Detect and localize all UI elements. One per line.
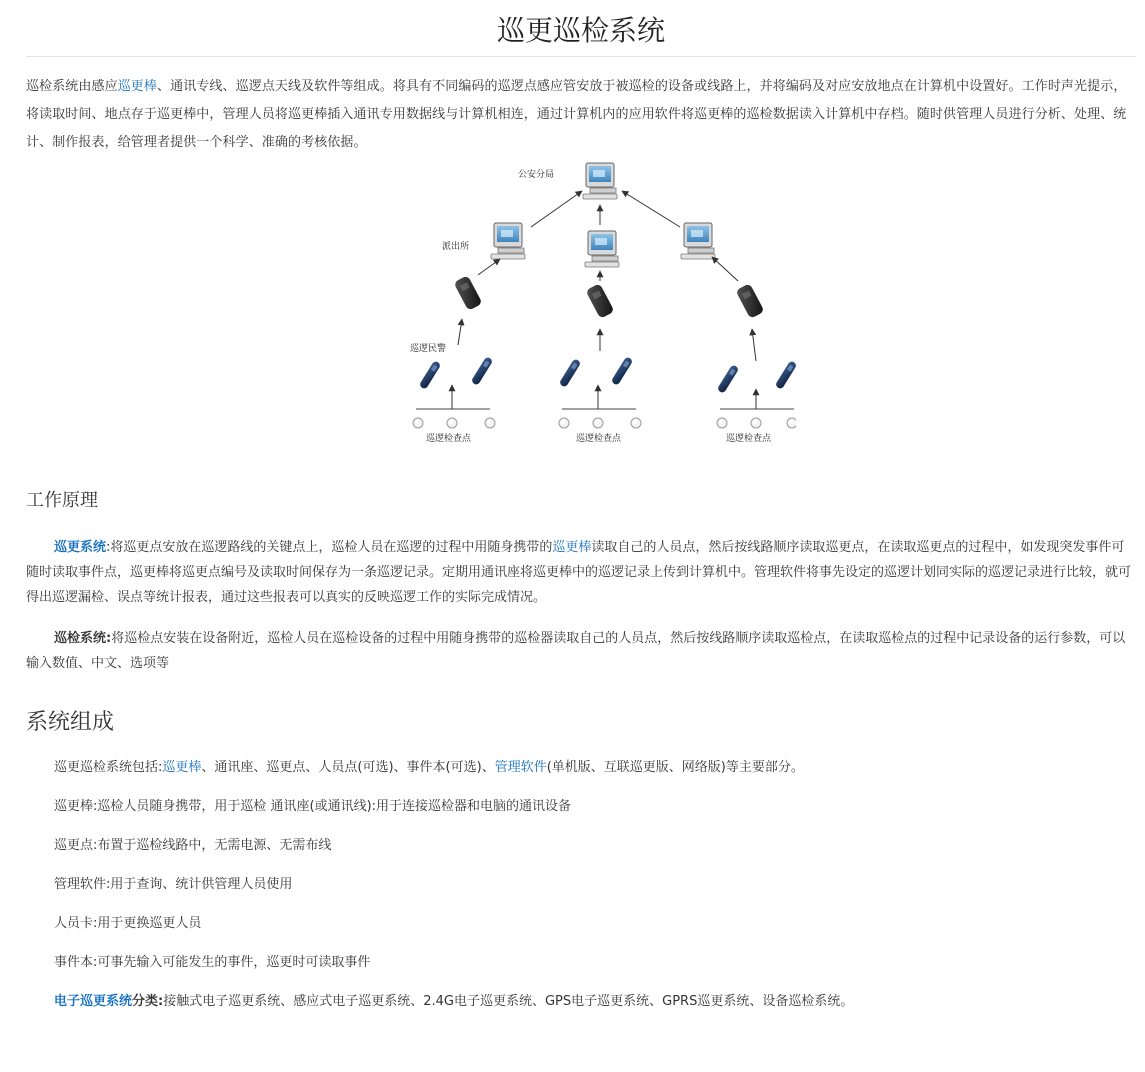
composition-item: 人员卡:用于更换巡更人员	[54, 916, 202, 931]
police-label: 巡逻民警	[410, 344, 447, 354]
patrol-stick-icon	[611, 356, 634, 386]
composition-item	[26, 754, 1136, 782]
checkpoint-icon	[413, 418, 423, 428]
reader-device-icon	[453, 275, 482, 311]
patrol-stick-icon	[717, 364, 740, 394]
section-heading-principle: 工作原理	[26, 490, 98, 511]
checkpoint-label: 巡逻检查点	[426, 434, 472, 444]
composition-item: 事件本:可事先输入可能发生的事件，巡更时可读取事件	[54, 955, 371, 970]
composition-item: 巡更棒:巡检人员随身携带，用于巡检 通讯座(或通讯线):用于连接巡检器和电脑的通讯设备	[54, 799, 572, 814]
classification-label: 分类:	[132, 994, 164, 1009]
composition-item: 管理软件:用于查询、统计供管理人员使用	[54, 877, 293, 892]
patrol-stick-icon	[559, 358, 582, 388]
page-title: 巡更巡检系统	[496, 14, 665, 47]
station-label: 派出所	[442, 242, 470, 252]
headquarters-computer-icon	[583, 163, 617, 199]
electronic-patrol-term: 电子巡更系统	[54, 994, 133, 1009]
section-heading-composition: 系统组成	[26, 710, 115, 735]
reader-device-icon	[585, 283, 614, 319]
headquarters-label: 公安分局	[518, 170, 555, 180]
patrol-stick-icon	[775, 360, 796, 390]
checkpoint-icon	[559, 418, 569, 428]
checkpoint-label: 巡逻检查点	[576, 434, 622, 444]
composition-text-3: (单机版、互联巡更版、网络版)等主要部分。	[546, 760, 804, 775]
composition-text-2: 、通讯座、巡更点、人员点(可选)、事件本(可选)、	[201, 760, 495, 775]
patrol-stick-icon	[419, 360, 442, 390]
checkpoint-icon	[447, 418, 457, 428]
management-software-link[interactable]: 管理软件	[494, 760, 547, 775]
principle-text-2: 读取自己的人员点，然后按线路顺序读取巡更点，在读取巡更点的过程中，如发现突发事件可随时读取事件点，巡更棒将巡更点编号及读取时间保存为一条巡逻记录。定期用通讯座将巡更棒中的巡逻记录上传到计算机中。管理软件将事先设定的巡逻计划同实际的巡逻记录进行比较，就可得出巡逻漏检、误点等统计报表，通过这些报表可以真实的反映巡逻工作的实际完成情况。	[26, 540, 1132, 605]
principle-paragraph-inspection	[26, 626, 1136, 676]
patrol-system-term: 巡更系统	[54, 540, 107, 555]
composition-text-1: 巡更巡检系统包括:	[54, 760, 163, 775]
principle-text-1: :将巡更点安放在巡逻路线的关键点上，巡检人员在巡逻的过程中用随身携带的	[106, 540, 553, 555]
patrol-system-link[interactable]	[54, 540, 106, 555]
checkpoint-icon	[593, 418, 603, 428]
checkpoint-icon	[751, 418, 761, 428]
checkpoint-icon	[485, 418, 495, 428]
classification-text: 接触式电子巡更系统、感应式电子巡更系统、2.4G电子巡更系统、GPS电子巡更系统、GPRS巡更系统、设备巡检系统。	[163, 994, 854, 1009]
patrol-stick-icon	[471, 356, 494, 386]
inspection-system-term: 巡检系统:	[54, 631, 112, 646]
intro-text-2: 、通讯专线、巡逻点天线及软件等组成。将具有不同编码的巡逻点感应管安放于被巡检的设备或线路上，并将编码及对应安放地点在计算机中设置好。工作时声光提示，将读取时间、地点存于巡更棒中，管理人员将巡更棒插入通讯专用数据线与计算机相连，通过计算机内的应用软件将巡更棒的巡检数据读入计算机中存档。随时供管理人员进行分析、处理、统计、制作报表，给管理者提供一个科学、准确的考核依据。	[26, 79, 1127, 150]
reader-device-icon	[735, 283, 764, 319]
patrol-stick-link[interactable]: 巡更棒	[162, 760, 202, 775]
checkpoint-icon	[717, 418, 727, 428]
checkpoint-label: 巡逻检查点	[726, 434, 772, 444]
inspection-text: 将巡检点安装在设备附近，巡检人员在巡检设备的过程中用随身携带的巡检器读取自己的人员点，然后按线路顺序读取巡检点，在读取巡检点的过程中记录设备的运行参数，可以输入数值、中文、选项等	[26, 631, 1126, 671]
system-diagram-svg	[386, 161, 796, 451]
station-computer-icon	[681, 223, 715, 259]
composition-list	[26, 754, 1136, 1016]
checkpoint-icon	[787, 418, 796, 428]
checkpoint-icon	[631, 418, 641, 428]
station-computer-icon	[585, 231, 619, 267]
title-divider	[26, 56, 1136, 57]
intro-text-1: 巡检系统由感应	[26, 79, 118, 94]
patrol-stick-link[interactable]: 巡更棒	[117, 79, 158, 94]
station-computer-icon	[491, 223, 525, 259]
intro-paragraph	[26, 73, 1136, 157]
principle-paragraph-patrol	[26, 535, 1136, 610]
patrol-stick-link[interactable]: 巡更棒	[552, 540, 592, 555]
article	[26, 0, 1136, 1016]
electronic-patrol-system-link[interactable]	[54, 994, 132, 1009]
composition-item	[26, 988, 1136, 1016]
composition-item: 巡更点:布置于巡检线路中，无需电源、无需布线	[54, 838, 332, 853]
system-diagram	[386, 161, 796, 451]
